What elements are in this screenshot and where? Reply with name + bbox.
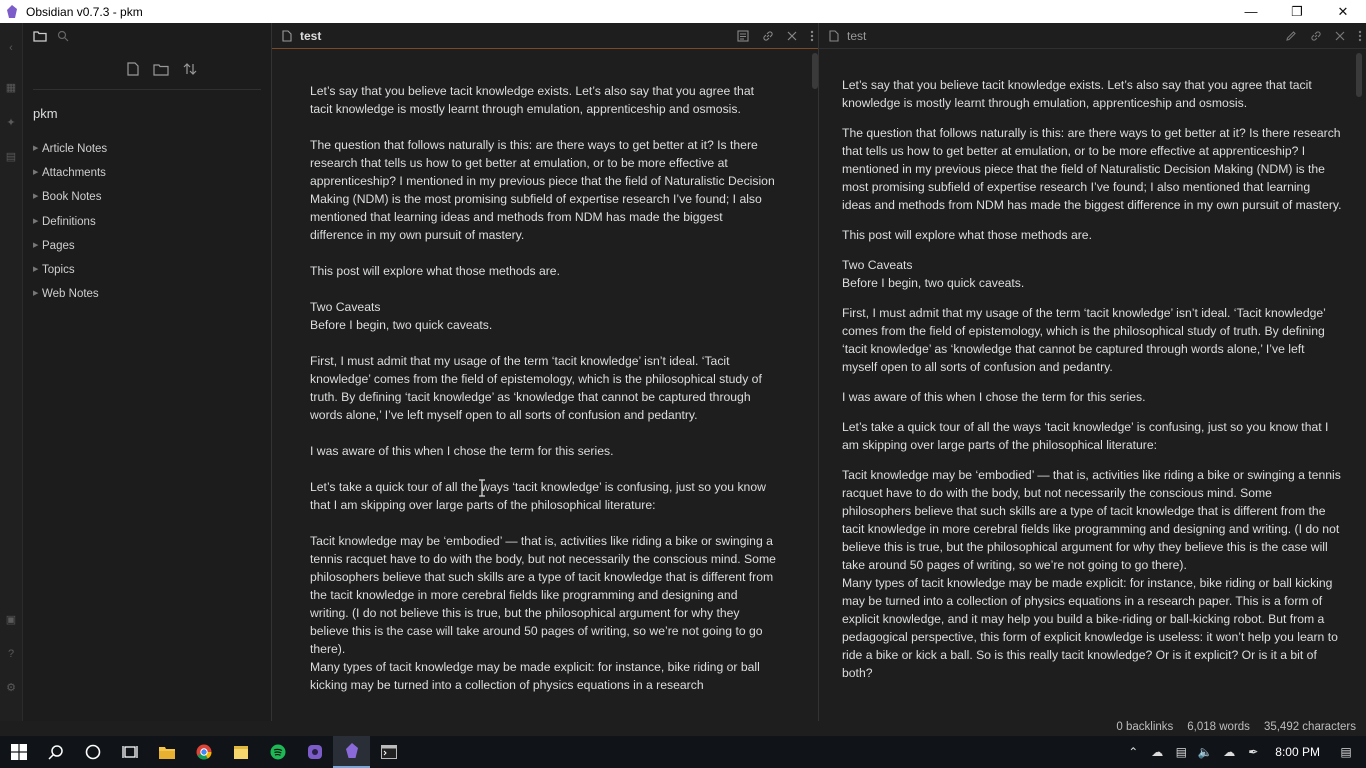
settings-gear-icon[interactable]: ⚙: [6, 682, 16, 694]
windows-logo-icon: [11, 744, 27, 760]
status-bar: [1116, 721, 1356, 733]
sticky-notes-taskbar-button[interactable]: [222, 736, 259, 768]
title-bar: [0, 0, 1366, 23]
folder-collapse-icon: ▶: [33, 217, 39, 225]
folder-collapse-icon: ▶: [33, 241, 39, 249]
vault-name[interactable]: pkm: [33, 106, 58, 121]
paragraph: Many types of tacit knowledge may be made explicit: for instance, bike riding or ball kicking may be turned into a collection of physics equations in a research: [310, 660, 760, 692]
sidebar-tab-header: [23, 23, 271, 49]
folder-item[interactable]: ▶ Article Notes: [23, 137, 271, 161]
sticky-notes-icon: [233, 744, 249, 760]
folder-collapse-icon: ▶: [33, 145, 39, 152]
folder-collapse-icon: ▶: [33, 290, 39, 298]
paragraph: Let’s take a quick tour of all the ways ‘tacit knowledge’ is confusing, just so you know that I am skipping over large parts of the philosophical literature:: [842, 420, 1329, 452]
paragraph: Before I begin, two quick caveats.: [842, 276, 1025, 290]
chrome-taskbar-button[interactable]: [185, 736, 222, 768]
obsidian-taskbar-button[interactable]: [333, 736, 370, 768]
preview-pane: [819, 23, 1366, 733]
text-cursor-icon: [478, 479, 486, 497]
paragraph: Many types of tacit knowledge may be made explicit: for instance, bike riding or ball kicking may be turned into a collection of physics equations in a research paper. This is a form of explicit knowledge, and it may help you build a bike-riding or ball-kicking robot. But from a pedagogical perspective, this form of explicit knowledge is useless: it won’t help you learn to ride a bike or kick a ball. So is this really tacit knowledge? Or is it explicit? Or is it a bit of both?: [842, 576, 1338, 680]
paragraph: Let’s say that you believe tacit knowledge exists. Let’s also say that you agree that tacit knowledge is mostly learnt through emulation, apprenticeship and osmosis.: [842, 78, 1312, 110]
pen-workspace-icon[interactable]: ✒: [1248, 745, 1259, 759]
spotify-taskbar-button[interactable]: [259, 736, 296, 768]
paragraph: Let’s take a quick tour of all the ways ‘tacit knowledge’ is confusing, just so you know that I am skipping over large parts of the philosophical literature:: [310, 480, 766, 512]
app-taskbar-button[interactable]: [296, 736, 333, 768]
preview-pane-title[interactable]: test: [847, 28, 867, 43]
paragraph: The question that follows naturally is this: are there ways to get better at it? Is there research that tells us how to get better at emulation, or to be more effective at apprenticeship? I mentioned in my previous piece that the field of Naturalistic Decision Making (NDM) is the most promising subfield of expertise research I’ve found; I also mentioned that learning ideas and methods from NDM has made the biggest difference in my own pursuit of mastery.: [842, 126, 1342, 212]
folder-item[interactable]: ▶ Book Notes: [23, 185, 271, 209]
editor-content[interactable]: [310, 82, 776, 712]
search-icon: [48, 744, 64, 760]
terminal-icon: [381, 745, 397, 759]
paragraph: I was aware of this when I chose the term for this series.: [842, 390, 1146, 404]
file-icon: [282, 30, 292, 42]
chrome-icon: [196, 744, 212, 760]
markdown-importer-icon[interactable]: ▤: [5, 151, 17, 163]
volume-icon[interactable]: 🔈: [1197, 745, 1213, 759]
ribbon: [0, 23, 23, 721]
onedrive-cloud-icon[interactable]: ☁: [1151, 745, 1164, 759]
paragraph: Tacit knowledge may be ‘embodied’ — that is, activities like riding a bike or swinging a tennis racquet have to do with the body, but not necessarily the conscious mind. Some philosophers believe that such skills are a type of tacit knowledge that is different from the tacit knowledge in more cerebral fields like programming and designing and writing. (I do not believe this is true, but the philosophical argument for why they believe this is the case will take around 50 pages of writing, so we’re not going to go there).: [842, 468, 1341, 572]
graph-view-icon[interactable]: ✦: [6, 117, 16, 129]
help-icon[interactable]: ?: [7, 648, 15, 660]
system-tray: [1121, 736, 1366, 768]
preview-pane-header: [819, 23, 1366, 49]
search-button[interactable]: [37, 736, 74, 768]
folder-collapse-icon: ▶: [33, 169, 39, 177]
folder-collapse-icon: ▶: [33, 265, 39, 273]
windows-taskbar: [0, 736, 1366, 768]
file-explorer-taskbar-button[interactable]: [148, 736, 185, 768]
paragraph: This post will explore what those methods are.: [310, 264, 560, 278]
spotify-icon: [270, 744, 286, 760]
more-options-icon[interactable]: [810, 30, 814, 42]
paragraph: I was aware of this when I chose the term for this series.: [310, 444, 614, 458]
file-icon: [829, 30, 839, 42]
file-explorer-icon: [158, 745, 176, 760]
collapse-left-icon[interactable]: ‹: [9, 42, 13, 54]
folder-list: [23, 137, 271, 306]
editor-scrollbar[interactable]: [812, 53, 818, 89]
task-view-button[interactable]: [111, 736, 148, 768]
editor-pane: [272, 23, 819, 721]
open-quick-switcher-icon[interactable]: ▦: [5, 82, 17, 94]
window-title: Obsidian v0.7.3 - pkm: [26, 4, 143, 19]
cortana-button[interactable]: [74, 736, 111, 768]
folder-collapse-icon: ▶: [33, 193, 39, 201]
task-view-icon: [122, 744, 138, 760]
character-count: 35,492 characters: [1263, 721, 1356, 733]
minimize-button[interactable]: —: [1244, 4, 1258, 19]
search-icon[interactable]: [57, 30, 69, 42]
vault-switch-icon[interactable]: ▣: [5, 614, 17, 626]
taskbar-clock[interactable]: 8:00 PM: [1275, 745, 1320, 759]
word-count: 6,018 words: [1187, 721, 1250, 733]
restore-button[interactable]: ❐: [1291, 3, 1303, 19]
folder-item[interactable]: ▶ Pages: [23, 234, 271, 258]
obsidian-icon: [345, 743, 359, 759]
preview-scrollbar[interactable]: [1356, 53, 1362, 97]
paragraph: This post will explore what those methods are.: [842, 228, 1092, 242]
notifications-icon[interactable]: ▤: [1340, 745, 1352, 759]
folder-item[interactable]: ▶ Topics: [23, 258, 271, 282]
show-hidden-icons-chevron-icon[interactable]: ⌃: [1128, 745, 1139, 759]
edit-mode-icon[interactable]: [1285, 30, 1297, 42]
paragraph: Tacit knowledge may be ‘embodied’ — that is, activities like riding a bike or swinging a tennis racquet have to do with the body, but not necessarily the conscious mind. Some philosophers believe that such skills are a type of tacit knowledge that is different from the tacit knowledge in more cerebral fields like programming and designing and writing. (I do not believe this is true, but the philosophical argument for why they believe this is the case will take around 50 pages of writing, so we’re not going to go there).: [310, 534, 776, 656]
close-window-button[interactable]: ✕: [1337, 3, 1349, 19]
folder-item[interactable]: ▶ Attachments: [23, 161, 271, 185]
paragraph: First, I must admit that my usage of the term ‘tacit knowledge’ isn’t ideal. ‘Tacit knowledge’ comes from the field of epistemology, which is the philosophical study of truth. By defining ‘tacit knowledge’ as ‘knowledge that cannot be captured through words alone,’ I’ve left myself open to all sorts of confusion and pedantry.: [310, 354, 762, 422]
start-button[interactable]: [0, 736, 37, 768]
paragraph: The question that follows naturally is this: are there ways to get better at it? Is there research that tells us how to get better at emulation, or to be more effective at apprenticeship? I mentioned in my previous piece that the field of Naturalistic Decision Making (NDM) is the most promising subfield of expertise research I’ve found; I also mentioned that learning ideas and methods from NDM has made the biggest difference in my own pursuit of mastery.: [310, 138, 775, 242]
obsidian-logo-icon: [6, 5, 18, 19]
backlinks-count[interactable]: 0 backlinks: [1116, 721, 1174, 733]
new-folder-icon[interactable]: [153, 63, 169, 76]
file-explorer-sidebar: [23, 23, 272, 721]
network-icon[interactable]: ▤: [1175, 745, 1187, 759]
file-explorer-toolbar: [33, 49, 261, 90]
paragraph: Before I begin, two quick caveats.: [310, 318, 493, 332]
paragraph: Let’s say that you believe tacit knowledge exists. Let’s also say that you agree that tacit knowledge is mostly learnt through emulation, apprenticeship and osmosis.: [310, 84, 754, 116]
heading-text: Two Caveats: [842, 258, 913, 272]
heading-text: Two Caveats: [310, 300, 381, 314]
sort-icon[interactable]: [183, 62, 197, 76]
cloud-sync-icon[interactable]: ☁: [1223, 745, 1236, 759]
more-options-icon[interactable]: [1358, 30, 1362, 42]
editor-pane-title[interactable]: test: [300, 28, 322, 43]
close-pane-icon[interactable]: [787, 31, 797, 41]
paragraph: First, I must admit that my usage of the term ‘tacit knowledge’ isn’t ideal. ‘Tacit knowledge’ comes from the field of epistemology, which is the philosophical study of truth. By defining ‘tacit knowledge’ as ‘knowledge that cannot be captured through words alone,’ I’ve left myself open to all sorts of confusion and pedantry.: [842, 306, 1326, 374]
folder-item[interactable]: ▶ Definitions: [23, 210, 271, 234]
folder-item[interactable]: ▶ Web Notes: [23, 282, 271, 306]
link-pane-icon[interactable]: [1310, 30, 1322, 42]
terminal-taskbar-button[interactable]: [370, 736, 407, 768]
close-pane-icon[interactable]: [1335, 31, 1345, 41]
preview-content: [842, 76, 1342, 694]
folder-tab-icon[interactable]: [33, 30, 47, 42]
preview-mode-icon[interactable]: [737, 30, 749, 42]
editor-pane-header: [272, 23, 818, 49]
link-pane-icon[interactable]: [762, 30, 774, 42]
cortana-icon: [85, 744, 101, 760]
app-icon: [307, 744, 323, 760]
new-note-icon[interactable]: [127, 62, 139, 76]
